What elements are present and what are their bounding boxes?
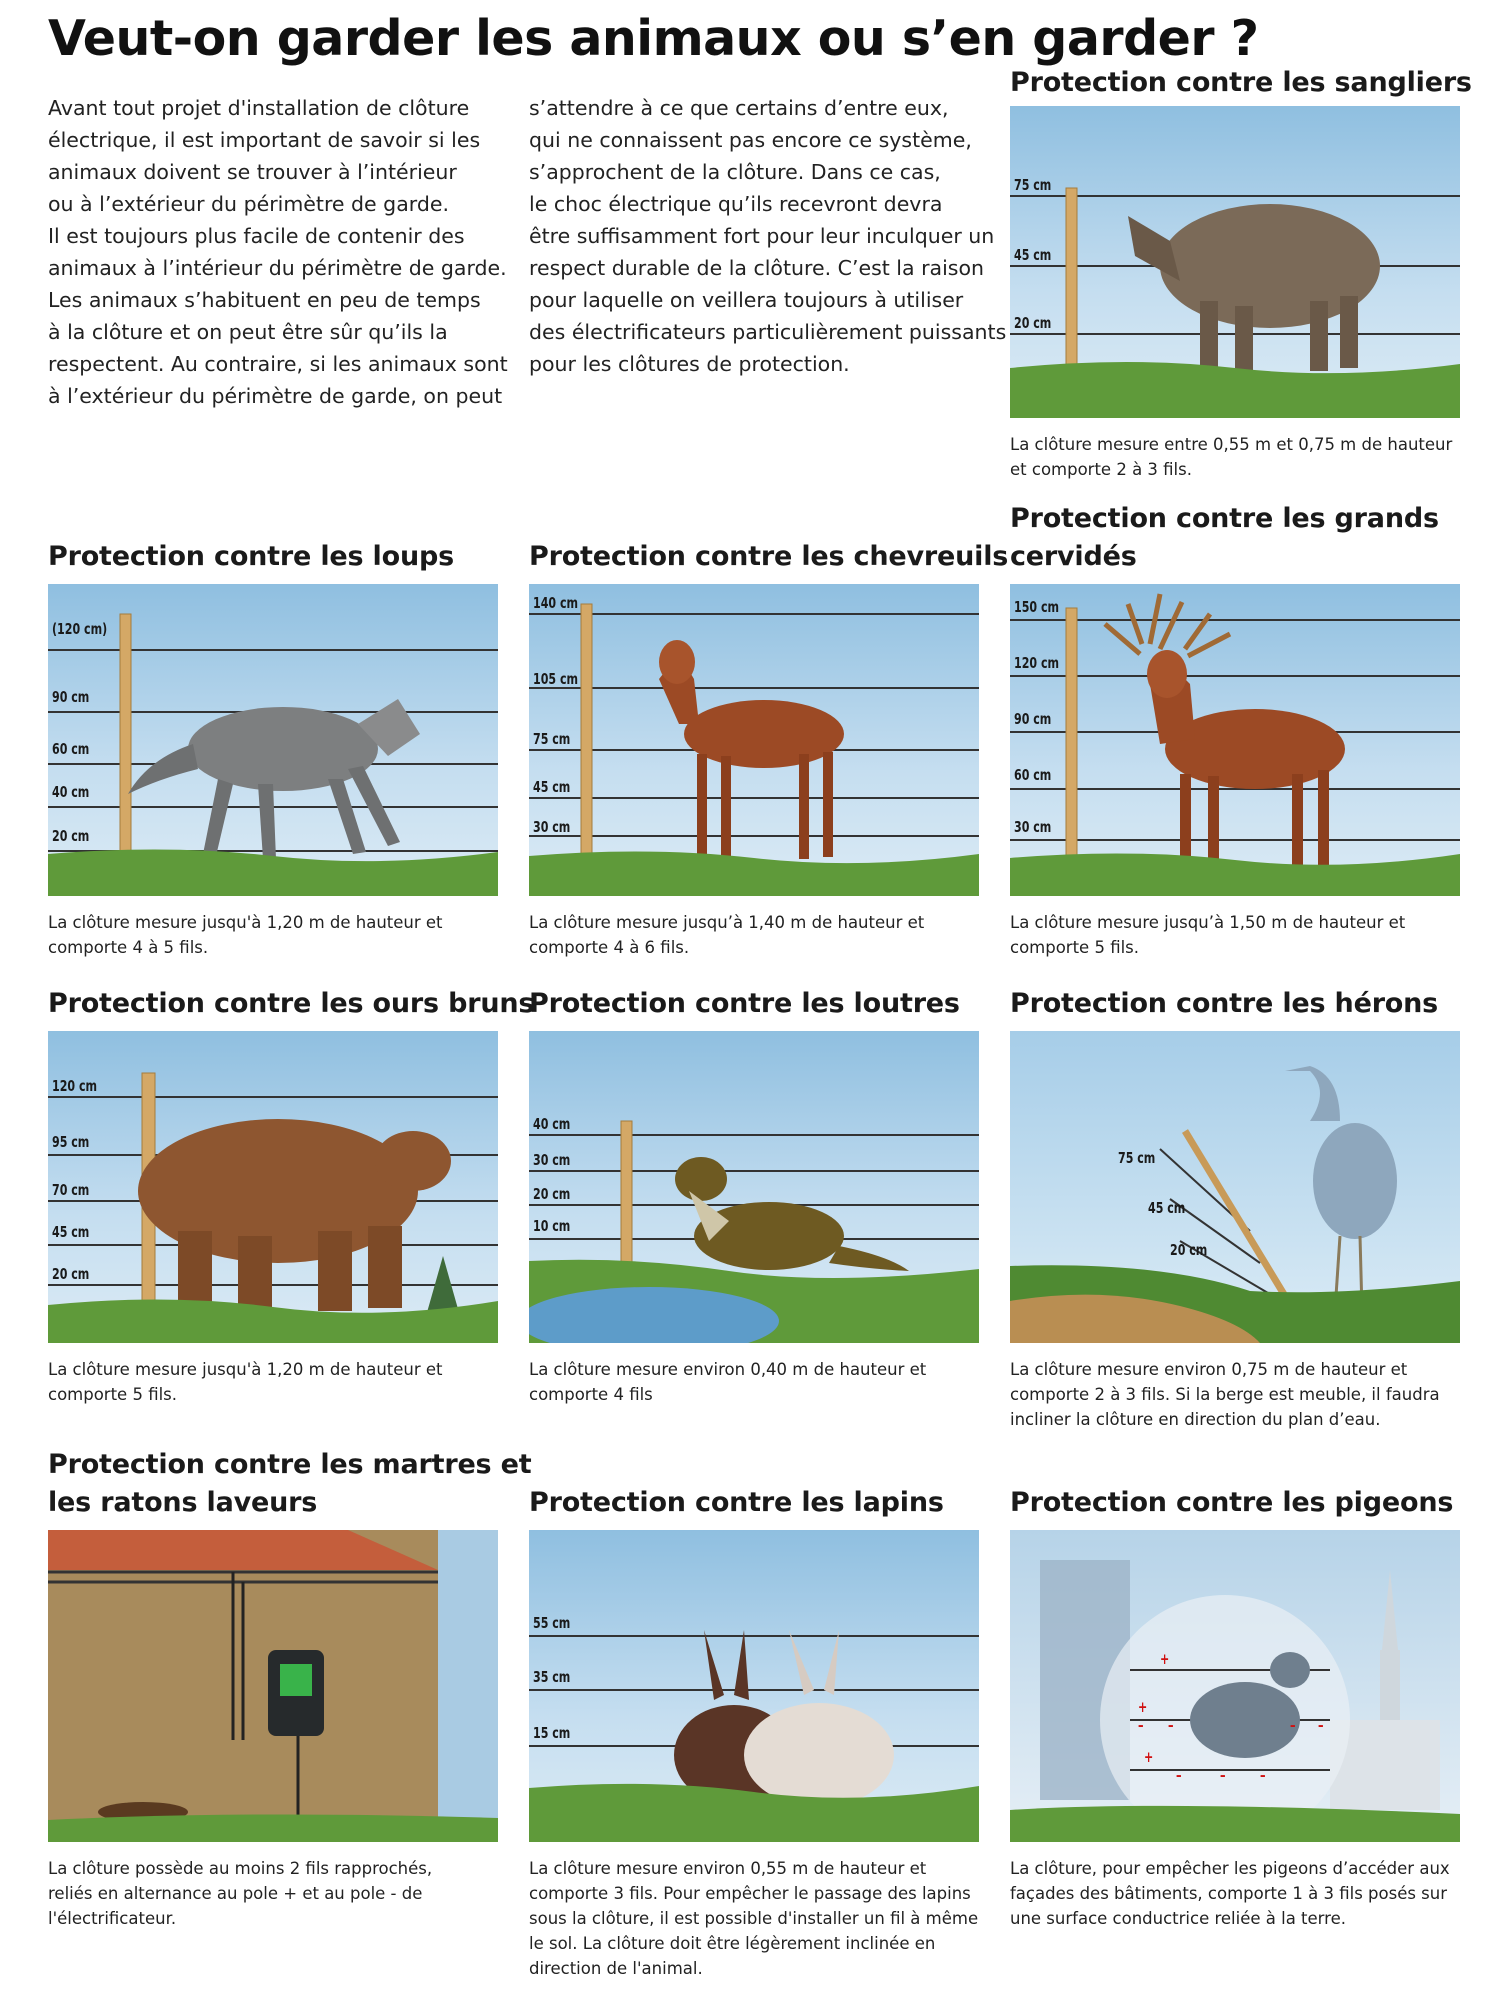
brown-bear-illustration: 120 cm 95 cm 70 cm 45 cm 20 cm [48,1031,498,1343]
section-title: Protection contre les lapins [529,1487,944,1518]
intro-text-left: Avant tout projet d'installation de clôture électrique, il est important de savoir si les animaux doivent se trouver à l’intérieur ou à l’extérieur du périmètre de garde. Il est toujours plus facile de contenir des animaux à l’intérieur du périmètre de garde. Les animaux s’habituent en peu de temps à la clôture et on peut être sûr qu’ils la respectent. Au contraire, si les animaux sont à l’extérieur du périmètre de garde, on peut [48,96,508,408]
section-martres [48,1446,532,1931]
section-loutres [529,985,979,1407]
wolf-illustration: (120 cm) 90 cm 60 cm 40 cm 20 cm [48,584,498,896]
section-pigeons [1010,1484,1460,1931]
section-caption: La clôture possède au moins 2 fils rapprochés, reliés en alternance au pole + et au pole - de l'électrificateur. [48,1859,433,1928]
section-chevreuils [529,538,1009,960]
section-caption: La clôture mesure entre 0,55 m et 0,75 m de hauteur et comporte 2 à 3 fils. [1010,435,1453,479]
section-caption: La clôture mesure jusqu'à 1,20 m de hauteur et comporte 5 fils. [48,1360,443,1404]
section-title: Protection contre les loups [48,541,454,572]
section-caption: La clôture mesure environ 0,55 m de hauteur et comporte 3 fils. Pour empêcher le passage des lapins sous la clôture, il est possible d'installer un fil à même le sol. La clôture doit être légèrement inclinée en direction de l'animal. [529,1859,979,1978]
section-title: Protection contre les martres et les ratons laveurs [48,1449,532,1518]
intro-text-right: s’attendre à ce que certains d’entre eux, qui ne connaissent pas encore ce système, s’approchent de la clôture. Dans ce cas, le choc électrique qu’ils recevront devra être suffisamment fort pour leur inculquer un respect durable de la clôture. C’est la raison pour laquelle on veillera toujours à utiliser des électrificateurs particulièrement puissants pour les clôtures de protection. [529,96,1007,376]
boar-illustration: 75 cm 45 cm 20 cm [1010,106,1460,418]
section-title: Protection contre les grands cervidés [1010,503,1439,572]
section-caption: La clôture mesure jusqu’à 1,40 m de hauteur et comporte 4 à 6 fils. [529,913,925,957]
section-caption: La clôture mesure environ 0,40 m de hauteur et comporte 4 fils [529,1360,927,1404]
section-loups [48,538,498,960]
section-caption: La clôture mesure environ 0,75 m de hauteur et comporte 2 à 3 fils. Si la berge est meuble, il faudra incliner la clôture en direction du plan d’eau. [1010,1360,1440,1429]
section-title: Protection contre les ours bruns [48,988,535,1019]
roe-deer-illustration: 140 cm 105 cm 75 cm 45 cm 30 cm [529,584,979,896]
otter-illustration: 40 cm 30 cm 20 cm 10 cm [529,1031,979,1343]
section-title: Protection contre les chevreuils [529,541,1009,572]
section-cervides [1010,500,1460,960]
section-caption: La clôture mesure jusqu'à 1,20 m de hauteur et comporte 4 à 5 fils. [48,913,443,957]
section-sangliers [1010,64,1472,482]
rabbits-illustration: 55 cm 35 cm 15 cm [529,1530,979,1842]
page-title: Veut-on garder les animaux ou s’en garder ? [48,10,1259,67]
marten-house-illustration [48,1530,498,1842]
section-title: Protection contre les loutres [529,988,960,1019]
heron-illustration: 75 cm 45 cm 20 cm [1010,1031,1460,1343]
section-ours [48,985,535,1407]
section-title: Protection contre les sangliers [1010,67,1472,98]
section-title: Protection contre les hérons [1010,988,1439,1019]
section-caption: La clôture mesure jusqu’à 1,50 m de hauteur et comporte 5 fils. [1010,913,1406,957]
pigeon-illustration: + + + – – – – – – – [1010,1530,1460,1842]
section-title: Protection contre les pigeons [1010,1487,1454,1518]
section-herons [1010,985,1460,1432]
stag-illustration: 150 cm 120 cm 90 cm 60 cm 30 cm [1010,584,1460,896]
section-caption: La clôture, pour empêcher les pigeons d’accéder aux façades des bâtiments, comporte 1 à 3 fils posés sur une surface conductrice reliée à la terre. [1010,1859,1450,1928]
section-lapins [529,1484,979,1981]
